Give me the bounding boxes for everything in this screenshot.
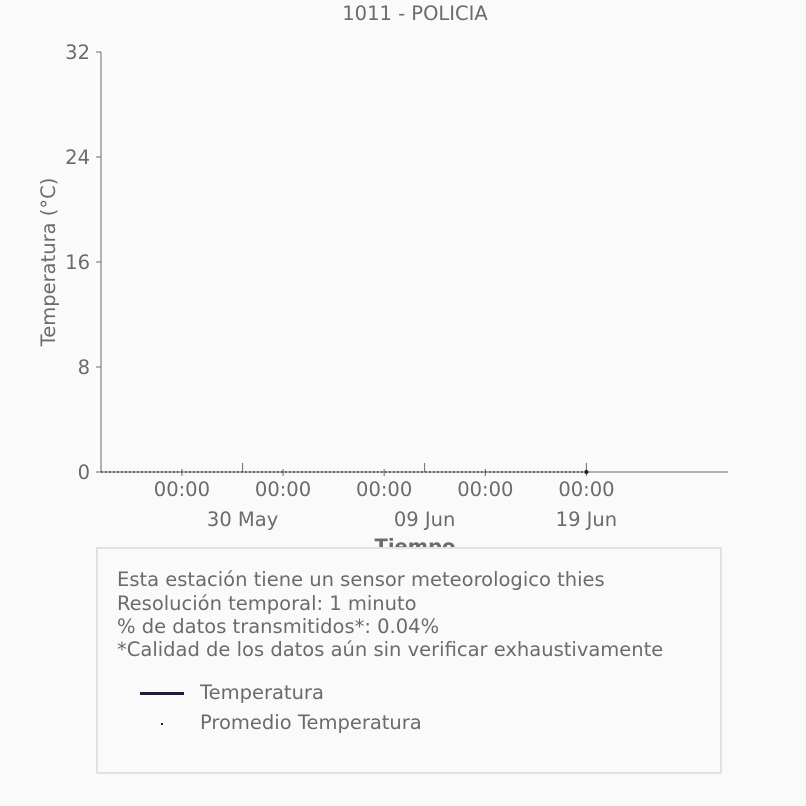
y-tick-label: 32 — [65, 41, 90, 64]
x-tick-label: 00:00 — [254, 478, 312, 501]
x-tick-label: 00:00 — [356, 478, 413, 501]
legend-label: Temperatura — [200, 681, 324, 704]
info-resolution-text: Resolución temporal: 1 minuto — [117, 592, 417, 615]
y-tick-label: 8 — [77, 356, 90, 379]
y-tick-label: 24 — [65, 146, 90, 169]
legend-label: Promedio Temperatura — [200, 711, 422, 734]
x-date-label: 30 May — [206, 508, 279, 531]
x-date-label: 19 Jun — [555, 508, 618, 531]
x-date-label: 09 Jun — [393, 508, 456, 531]
x-tick-label: 00:00 — [457, 478, 514, 501]
y-tick-label: 0 — [77, 461, 90, 484]
info-sensor-text: Esta estación tiene un sensor meteorologico thies — [117, 568, 605, 591]
y-axis-label: Temperatura (°C) — [37, 177, 60, 347]
info-quality-note: *Calidad de los datos aún sin verificar exhaustivamente — [117, 638, 664, 661]
line-swatch-icon — [140, 692, 184, 695]
dot-marker-icon — [161, 723, 163, 725]
chart-title: 1011 - POLICIA — [342, 2, 488, 25]
info-transmitted-text: % de datos transmitidos*: 0.04% — [117, 615, 440, 638]
x-tick-label: 00:00 — [153, 478, 211, 501]
legend-box — [96, 547, 722, 774]
y-tick-label: 16 — [65, 251, 90, 274]
x-tick-label: 00:00 — [558, 478, 615, 501]
